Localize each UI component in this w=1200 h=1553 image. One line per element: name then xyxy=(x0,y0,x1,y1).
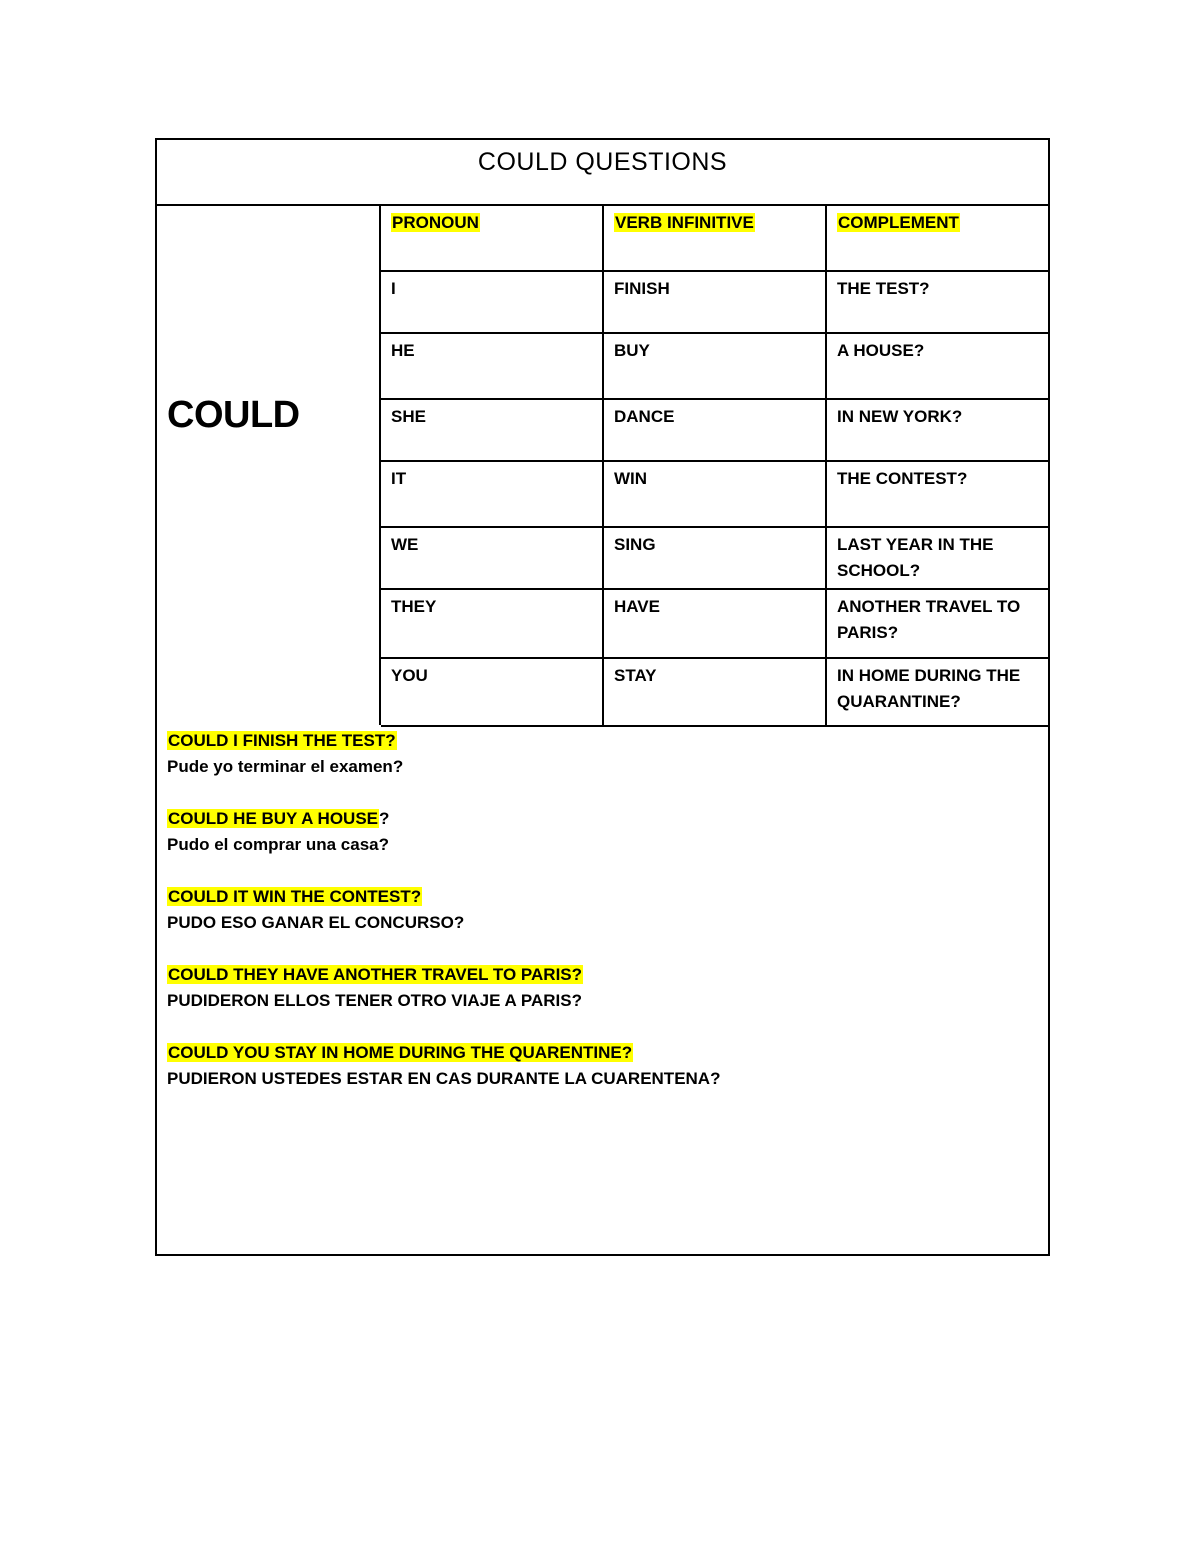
table-row xyxy=(381,462,1048,528)
example-translation: PUDIDERON ELLOS TENER OTRO VIAJE A PARIS? xyxy=(167,991,582,1010)
modal-word: COULD xyxy=(167,394,300,436)
complement-cell: IN HOME DURING THE QUARANTINE? xyxy=(837,666,1021,711)
worksheet-title: COULD QUESTIONS xyxy=(157,140,1048,206)
complement-cell: THE TEST? xyxy=(837,279,930,298)
example-translation: PUDIERON USTEDES ESTAR EN CAS DURANTE LA CUARENTENA? xyxy=(167,1069,721,1088)
structure-table xyxy=(381,206,1048,725)
example-question-highlight: COULD YOU STAY IN HOME DURING THE QUARENTINE? xyxy=(168,1043,633,1062)
example-question-highlight: COULD I FINISH THE TEST? xyxy=(168,731,396,750)
complement-cell: ANOTHER TRAVEL TO PARIS? xyxy=(837,597,1021,642)
verb-cell: SING xyxy=(604,528,827,588)
verb-cell: FINISH xyxy=(604,272,827,332)
example-item xyxy=(167,728,1027,780)
pronoun-cell: SHE xyxy=(381,400,604,460)
worksheet-frame xyxy=(155,138,1050,1256)
example-question-tail: ? xyxy=(379,809,390,828)
example-translation: Pudo el comprar una casa? xyxy=(167,835,390,854)
header-verb-cell xyxy=(604,206,827,270)
header-pronoun: PRONOUN xyxy=(392,213,479,232)
example-question xyxy=(167,1040,1027,1066)
example-item xyxy=(167,884,1027,936)
verb-cell: DANCE xyxy=(604,400,827,460)
pronoun-cell: THEY xyxy=(381,590,604,657)
header-row xyxy=(381,206,1048,272)
example-item xyxy=(167,1040,1027,1092)
header-complement: COMPLEMENT xyxy=(838,213,959,232)
complement-cell: LAST YEAR IN THE SCHOOL? xyxy=(837,535,994,580)
example-question xyxy=(167,884,1027,910)
table-row xyxy=(381,659,1048,727)
complement-cell: IN NEW YORK? xyxy=(837,407,963,426)
pronoun-cell: I xyxy=(381,272,604,332)
example-question-highlight: COULD THEY HAVE ANOTHER TRAVEL TO PARIS? xyxy=(168,965,583,984)
verb-cell: STAY xyxy=(604,659,827,725)
header-complement-cell xyxy=(827,206,1048,270)
verb-cell: HAVE xyxy=(604,590,827,657)
header-pronoun-cell xyxy=(381,206,604,270)
example-translation: PUDO ESO GANAR EL CONCURSO? xyxy=(167,913,465,932)
modal-cell xyxy=(157,206,381,725)
table-row xyxy=(381,590,1048,659)
table-row xyxy=(381,528,1048,590)
table-row xyxy=(381,272,1048,334)
example-item xyxy=(167,962,1027,1014)
verb-cell: WIN xyxy=(604,462,827,526)
example-question-highlight: COULD HE BUY A HOUSE xyxy=(168,809,379,828)
pronoun-cell: IT xyxy=(381,462,604,526)
pronoun-cell: HE xyxy=(381,334,604,398)
example-question xyxy=(167,962,1027,988)
examples-section xyxy=(167,728,1027,1118)
header-verb: VERB INFINITIVE xyxy=(615,213,754,232)
example-item xyxy=(167,806,1027,858)
example-question xyxy=(167,728,1027,754)
pronoun-cell: YOU xyxy=(381,659,604,725)
example-translation: Pude yo terminar el examen? xyxy=(167,757,404,776)
complement-cell: A HOUSE? xyxy=(837,341,925,360)
table-row xyxy=(381,400,1048,462)
verb-cell: BUY xyxy=(604,334,827,398)
example-question xyxy=(167,806,1027,832)
example-question-highlight: COULD IT WIN THE CONTEST? xyxy=(168,887,422,906)
table-row xyxy=(381,334,1048,400)
pronoun-cell: WE xyxy=(381,528,604,588)
complement-cell: THE CONTEST? xyxy=(837,469,968,488)
